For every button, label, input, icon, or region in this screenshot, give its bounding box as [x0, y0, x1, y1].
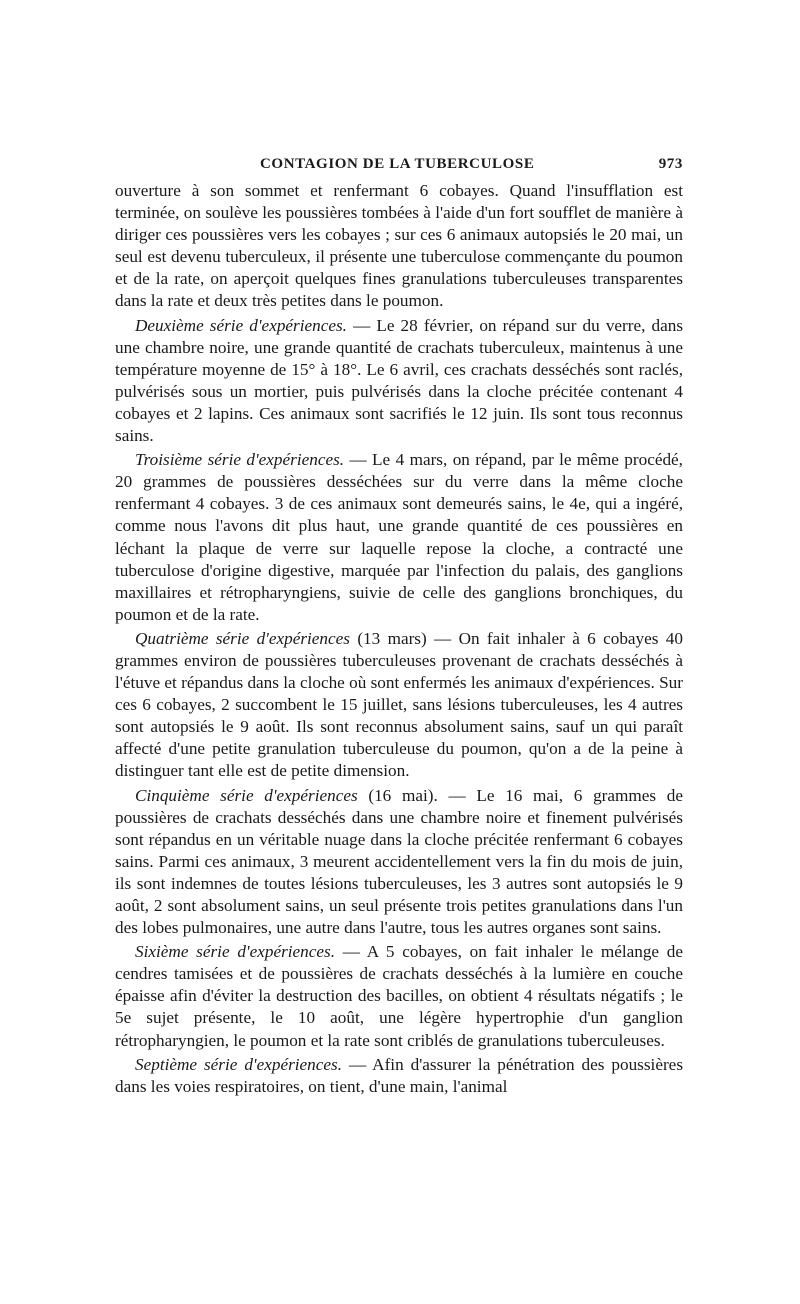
paragraph-series-6 — [115, 941, 683, 1051]
paragraph-series-4 — [115, 628, 683, 783]
series-title: Troisième série d'expériences. — [135, 450, 345, 470]
running-title: CONTAGION DE LA TUBERCULOSE — [260, 156, 535, 172]
paragraph-text: — Le 4 mars, on répand, par le même procédé, 20 grammes de poussières desséchées sur du verre dans la même cloche renfermant 4 cobayes. 3 de ces animaux sont demeurés sains, le 4e, qui a ingéré, comme nous l'avons dit plus haut, une grande quantité de ces poussières en léchant la plaque de verre sur laquelle repose la cloche, a contracté une tuberculose d'origine digestive, marquée par l'infection du palais, des ganglions maxillaires et rétropharyngiens, suivie de celle des ganglions bronchiques, du poumon et de la rate. — [115, 450, 683, 624]
paragraph-series-3 — [115, 449, 683, 626]
book-page — [115, 150, 683, 1098]
series-title: Deuxième série d'expériences. — [135, 315, 347, 335]
paragraph-text: — A 5 cobayes, on fait inhaler le mélange de cendres tamisées et de poussières de crachats desséchés à la lumière en couche épaisse afin d'éviter la destruction des bacilles, on obtient 4 résultats négatifs ; le 5e sujet présente, le 10 août, une légère hypertrophie d'un ganglion rétropharyngien, le poumon et la rate sont criblés de granulations tuberculeuses. — [115, 942, 683, 1050]
series-title: Cinquième série d'expériences — [135, 785, 358, 805]
series-title: Sixième série d'expériences. — [135, 942, 336, 962]
body-text — [115, 180, 683, 1098]
series-title: Quatrième série d'expériences — [135, 628, 350, 648]
page-number: 973 — [658, 156, 683, 172]
paragraph-text: — Le 28 février, on répand sur du verre, dans une chambre noire, une grande quantité de crachats tuberculeux, maintenus à une température moyenne de 15° à 18°. Le 6 avril, ces crachats desséchés sont raclés, pulvérisés sous un mortier, puis pulvérisés dans la cloche précitée contenant 4 cobayes et 2 lapins. Ces animaux sont sacrifiés le 12 juin. Ils sont tous reconnus sains. — [115, 315, 684, 446]
paragraph-series-7 — [115, 1054, 683, 1098]
paragraph-text: ouverture à son sommet et renfermant 6 cobayes. Quand l'insufflation est terminée, on soulève les poussières tombées à l'aide d'un fort soufflet de manière à diriger ces poussières vers les cobayes ; sur ces 6 animaux autopsiés le 20 mai, un seul est devenu tuberculeux, il présente une tuberculose commençante du poumon et de la rate, on aperçoit quelques fines granulations tuberculeuses transparentes dans la rate et deux très petites dans le poumon. — [115, 181, 683, 311]
paragraph-text: (13 mars) — On fait inhaler à 6 cobayes 40 grammes environ de poussières tuberculeuses provenant de crachats desséchés à l'étuve et répandus dans la cloche où sont enfermés les animaux d'expériences. Sur ces 6 cobayes, 2 succombent le 15 juillet, sans lésions tuberculeuses, les 4 autres sont autopsiés le 9 août. Ils sont reconnus absolument sains, sauf un qui paraît affecté d'une petite granulation tuberculeuse du poumon, qu'on a de la peine à distinguer tant elle est de petite dimension. — [115, 628, 683, 781]
paragraph-series-5 — [115, 785, 683, 940]
paragraph-text: (16 mai). — Le 16 mai, 6 grammes de poussières de crachats desséchés dans une chambre noire et finement pulvérisés sont répandus en un véritable nuage dans la cloche précitée renfermant 6 cobayes sains. Parmi ces animaux, 3 meurent accidentellement vers la fin du mois de juin, ils sont indemnes de toutes lésions tuberculeuses, les 3 autres sont autopsiés le 9 août, 2 sont absolument sains, un seul présente trois petites granulations dans l'un des lobes pulmonaires, une autre dans l'autre, tous les autres organes sont sains. — [115, 785, 683, 938]
paragraph-continuation — [115, 180, 683, 313]
paragraph-text: — Afin d'assurer la pénétration des poussières dans les voies respiratoires, on tient, d'une main, l'animal — [115, 1054, 684, 1096]
paragraph-series-2 — [115, 315, 683, 448]
series-title: Septième série d'expériences. — [135, 1054, 343, 1074]
running-head — [115, 150, 683, 180]
